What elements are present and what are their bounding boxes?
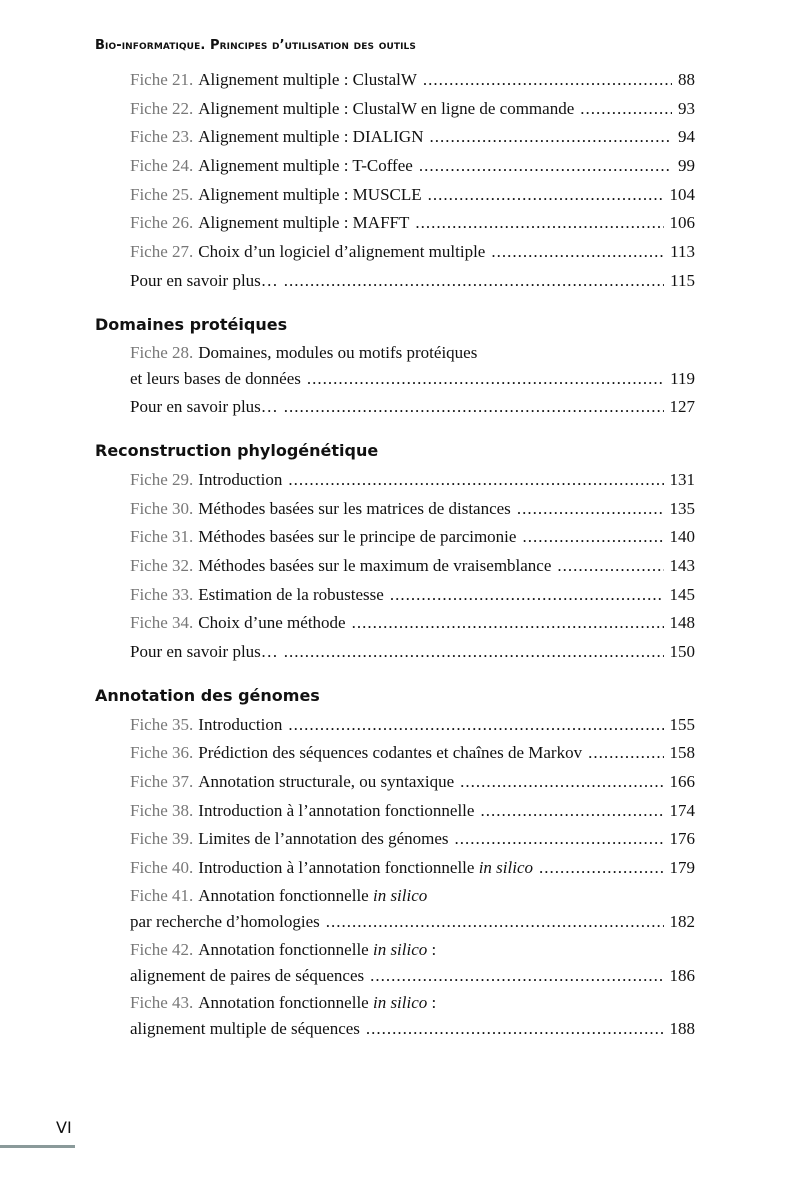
entry-title: Annotation fonctionnelle in silico : [198, 993, 437, 1013]
dot-leader [557, 552, 663, 581]
dot-leader [428, 181, 664, 210]
fiche-number: Fiche 35. [130, 714, 194, 734]
entry-page: 88 [678, 70, 695, 89]
entry-title: Introduction [198, 469, 283, 489]
toc-entry[interactable] [95, 797, 695, 826]
dot-leader [326, 908, 664, 937]
dot-leader [460, 768, 663, 797]
toc-entry-line [130, 209, 695, 238]
toc-entry-line [130, 990, 695, 1015]
fiche-number: Fiche 34. [130, 613, 194, 633]
entry-page: 145 [669, 584, 695, 604]
entry-title: Alignement multiple : MUSCLE [198, 184, 422, 204]
fiche-number: Fiche 36. [130, 743, 194, 763]
dot-leader [370, 962, 663, 991]
toc-entry-line [130, 340, 695, 365]
toc-entry[interactable] [95, 937, 695, 991]
dot-leader [288, 711, 663, 740]
toc-entry-line [130, 609, 695, 638]
entry-page: 174 [669, 800, 695, 820]
toc-entry[interactable] [95, 123, 695, 152]
dot-leader [415, 209, 663, 238]
entry-page: 113 [670, 242, 695, 262]
toc-entry[interactable] [95, 66, 695, 95]
entry-title: Méthodes basées sur les matrices de distances [198, 498, 511, 518]
dot-leader [423, 66, 672, 95]
toc-entry-line [130, 238, 695, 267]
fiche-number: Fiche 37. [130, 772, 194, 792]
entry-page: 94 [678, 127, 695, 147]
fiche-number: Fiche 22. [130, 98, 194, 118]
running-head: Bio-informatique. Principes d’utilisation des outils [95, 38, 416, 53]
entry-title: Introduction à l’annotation fonctionnelle in silico [198, 858, 534, 878]
entry-title: Pour en savoir plus… [130, 270, 278, 290]
toc-entry[interactable] [95, 990, 695, 1044]
toc-entry[interactable] [95, 340, 695, 394]
dot-leader [307, 365, 664, 394]
dot-leader [352, 609, 664, 638]
entry-title: alignement multiple de séquences [130, 1019, 360, 1039]
entry-page: 158 [669, 743, 695, 763]
toc-entry-line [130, 797, 695, 826]
entry-title: par recherche d’homologies [130, 911, 320, 931]
toc-entry-line [130, 937, 695, 962]
dot-leader [284, 638, 664, 667]
toc-entry[interactable] [95, 95, 695, 124]
fiche-number: Fiche 42. [130, 939, 194, 959]
fiche-number: Fiche 25. [130, 184, 194, 204]
entry-title: Méthodes basées sur le maximum de vraisemblance [198, 555, 552, 575]
fiche-number: Fiche 33. [130, 584, 194, 604]
entry-page: 99 [678, 156, 695, 176]
fiche-number: Fiche 30. [130, 498, 194, 518]
fiche-number: Fiche 43. [130, 993, 194, 1013]
entry-page: 155 [669, 714, 695, 734]
dot-leader [517, 495, 664, 524]
toc-entry[interactable] [95, 393, 695, 422]
toc-entry[interactable] [95, 267, 695, 296]
entry-page: 186 [669, 965, 695, 985]
entry-title: Alignement multiple : MAFFT [198, 213, 410, 233]
table-of-contents [95, 66, 695, 1044]
toc-entry-line [130, 638, 695, 667]
toc-entry-line [130, 123, 695, 152]
dot-leader [284, 393, 664, 422]
fiche-number: Fiche 39. [130, 829, 194, 849]
toc-entry-line [130, 1015, 695, 1044]
toc-entry[interactable] [95, 638, 695, 667]
dot-leader [491, 238, 664, 267]
page-number: VI [56, 1118, 72, 1137]
toc-entry[interactable] [95, 495, 695, 524]
entry-page: 166 [669, 772, 695, 792]
toc-entry[interactable] [95, 739, 695, 768]
fiche-number: Fiche 38. [130, 800, 194, 820]
entry-page: 176 [669, 829, 695, 849]
dot-leader [430, 123, 673, 152]
toc-entry-line [130, 552, 695, 581]
toc-entry[interactable] [95, 825, 695, 854]
entry-page: 148 [669, 613, 695, 633]
entry-title: Annotation fonctionnelle in silico [198, 885, 428, 905]
entry-title: Alignement multiple : ClustalW [198, 70, 417, 89]
toc-entry-line [130, 466, 695, 495]
fiche-number: Fiche 21. [130, 70, 194, 89]
entry-title: alignement de paires de séquences [130, 965, 365, 985]
toc-entry[interactable] [95, 581, 695, 610]
entry-page: 127 [669, 397, 695, 417]
entry-page: 150 [669, 642, 695, 661]
entry-title: Alignement multiple : ClustalW en ligne de commande [198, 98, 575, 118]
toc-entry-line [130, 581, 695, 610]
toc-entry-line [130, 393, 695, 422]
dot-leader [580, 95, 672, 124]
toc-entry[interactable] [95, 466, 695, 495]
footer-rule [0, 1145, 75, 1148]
entry-title: Choix d’une méthode [198, 613, 346, 633]
toc-entry-line [130, 181, 695, 210]
toc-entry-line [130, 908, 695, 937]
toc-entry-line [130, 267, 695, 296]
toc-entry-line [130, 66, 695, 95]
fiche-number: Fiche 23. [130, 127, 194, 147]
toc-entry[interactable] [95, 209, 695, 238]
toc-entry-line [130, 825, 695, 854]
dot-leader [522, 523, 663, 552]
section-heading: Annotation des génomes [95, 685, 320, 705]
dot-leader [284, 267, 664, 296]
entry-title: Annotation fonctionnelle in silico : [198, 939, 437, 959]
toc-entry[interactable] [95, 238, 695, 267]
entry-title: Annotation structurale, ou syntaxique [198, 772, 455, 792]
entry-title: Introduction [198, 714, 283, 734]
entry-page: 93 [678, 98, 695, 118]
toc-entry[interactable] [95, 609, 695, 638]
entry-title: Pour en savoir plus… [130, 642, 278, 661]
toc-entry[interactable] [95, 552, 695, 581]
fiche-number: Fiche 29. [130, 469, 194, 489]
entry-page: 115 [670, 270, 695, 290]
fiche-number: Fiche 24. [130, 156, 194, 176]
entry-page: 143 [669, 555, 695, 575]
dot-leader [390, 581, 664, 610]
dot-leader [288, 466, 663, 495]
entry-title: Pour en savoir plus… [130, 397, 278, 417]
fiche-number: Fiche 31. [130, 527, 194, 547]
toc-entry-line [130, 152, 695, 181]
entry-page: 140 [669, 527, 695, 547]
entry-page: 182 [669, 911, 695, 931]
toc-entry-line [130, 711, 695, 740]
entry-title: Limites de l’annotation des génomes [198, 829, 449, 849]
entry-title: Alignement multiple : T-Coffee [198, 156, 413, 176]
fiche-number: Fiche 26. [130, 213, 194, 233]
dot-leader [480, 797, 663, 826]
entry-page: 131 [669, 469, 695, 489]
toc-entry-line [130, 95, 695, 124]
fiche-number: Fiche 32. [130, 555, 194, 575]
toc-entry[interactable] [95, 181, 695, 210]
entry-title: Méthodes basées sur le principe de parcimonie [198, 527, 517, 547]
toc-entry[interactable] [95, 883, 695, 937]
toc-entry-line [130, 365, 695, 394]
entry-page: 119 [670, 368, 695, 388]
section-heading: Domaines protéiques [95, 314, 288, 334]
entry-title: Choix d’un logiciel d’alignement multiple [198, 242, 486, 262]
toc-entry-line [130, 768, 695, 797]
fiche-number: Fiche 41. [130, 885, 194, 905]
entry-title: Domaines, modules ou motifs protéiques [198, 342, 478, 362]
toc-entry-line [130, 739, 695, 768]
dot-leader [455, 825, 664, 854]
entry-page: 179 [669, 858, 695, 878]
entry-page: 104 [669, 184, 695, 204]
toc-entry[interactable] [95, 854, 695, 883]
entry-title: et leurs bases de données [130, 368, 301, 388]
toc-entry[interactable] [95, 711, 695, 740]
toc-entry-line [130, 962, 695, 991]
entry-title: Introduction à l’annotation fonctionnelle [198, 800, 475, 820]
dot-leader [539, 854, 663, 883]
toc-entry[interactable] [95, 152, 695, 181]
toc-entry[interactable] [95, 768, 695, 797]
entry-page: 106 [669, 213, 695, 233]
entry-title: Estimation de la robustesse [198, 584, 384, 604]
section-heading: Reconstruction phylogénétique [95, 440, 379, 460]
toc-entry-line [130, 495, 695, 524]
toc-entry[interactable] [95, 523, 695, 552]
fiche-number: Fiche 27. [130, 242, 194, 262]
toc-entry-line [130, 854, 695, 883]
fiche-number: Fiche 40. [130, 858, 194, 878]
toc-entry-line [130, 523, 695, 552]
entry-page: 188 [669, 1019, 695, 1039]
entry-title: Alignement multiple : DIALIGN [198, 127, 424, 147]
dot-leader [366, 1015, 664, 1044]
dot-leader [588, 739, 663, 768]
toc-entry-line [130, 883, 695, 908]
entry-title: Prédiction des séquences codantes et chaînes de Markov [198, 743, 583, 763]
dot-leader [419, 152, 672, 181]
entry-page: 135 [669, 498, 695, 518]
fiche-number: Fiche 28. [130, 342, 194, 362]
